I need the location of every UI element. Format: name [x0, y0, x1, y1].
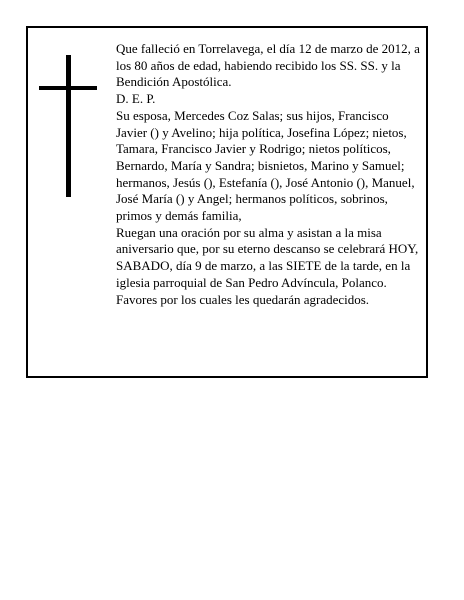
family-list: Su esposa, Mercedes Coz Salas; sus hijos, Francisco Javier () y Avelino; hija política, Josefina López; nietos, Tamara, Francisco Javier y Rodrigo; nietos políticos, Bernardo, María y Sandra; bisnietos, Marino y Samuel; hermanos, Jesús (), Estefanía (), José Antonio (), Manuel, José María () y Angel; hermanos políticos, sobrinos, primos y demás familia,	[116, 107, 415, 224]
cross-icon	[39, 55, 97, 197]
death-announcement: Que falleció en Torrelavega, el día 12 de marzo de 2012, a los 80 años de edad, habiendo recibido los SS. SS. y la Bendición Apostólica.	[116, 41, 420, 90]
cross-vertical-bar	[66, 55, 71, 197]
rest-in-peace: D. E. P.	[116, 91, 156, 107]
cross-horizontal-bar	[39, 86, 97, 90]
obituary-notice	[26, 26, 428, 378]
mass-invitation: Ruegan una oración por su alma y asistan a la misa aniversario que, por su eterno descanso se celebrará HOY, SABADO, día 9 de marzo, a las SIETE de la tarde, en la iglesia parroquial de San Pedro Advíncula, Polanco. Favores por los cuales les quedarán agradecidos.	[116, 224, 419, 307]
obituary-text	[116, 41, 422, 308]
